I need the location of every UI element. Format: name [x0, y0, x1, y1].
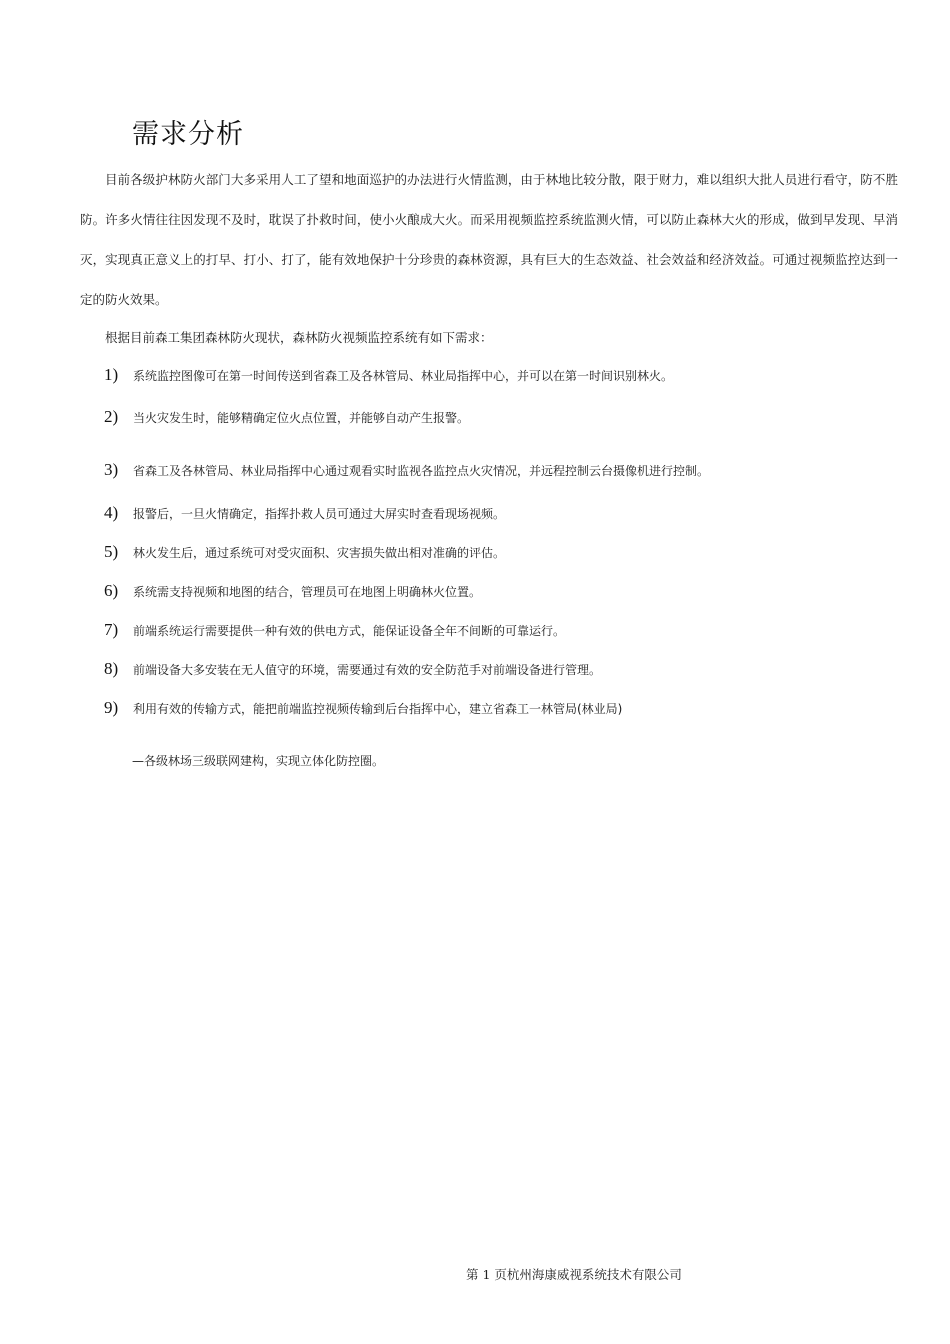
requirement-text: 当火灾发生时，能够精确定位火点位置，并能够自动产生报警。 — [133, 410, 470, 425]
requirement-number: 8) — [104, 659, 119, 678]
requirement-text: 系统需支持视频和地图的结合，管理员可在地图上明确林火位置。 — [133, 584, 482, 599]
requirement-item-8 — [104, 658, 904, 680]
requirement-text: 系统监控图像可在第一时间传送到省森工及各林管局、林业局指挥中心，并可以在第一时间识别林火。 — [133, 368, 674, 383]
requirement-text: 报警后，一旦火情确定，指挥扑救人员可通过大屏实时查看现场视频。 — [133, 506, 506, 521]
requirement-number: 6) — [104, 581, 119, 600]
requirement-item-1 — [104, 364, 904, 386]
requirement-item-4 — [104, 502, 904, 524]
requirement-number: 2) — [104, 407, 119, 426]
requirement-item-5 — [104, 541, 904, 563]
lead-paragraph: 根据目前森工集团森林防火现状，森林防火视频监控系统有如下需求： — [105, 330, 493, 345]
requirement-item-9 — [104, 697, 904, 719]
requirement-item-3 — [104, 459, 904, 481]
requirement-text: 省森工及各林管局、林业局指挥中心通过观看实时监视各监控点火灾情况，并远程控制云台摄像机进行控制。 — [133, 463, 710, 478]
requirement-item-6 — [104, 580, 904, 602]
page-title: 需求分析 — [132, 119, 244, 150]
requirement-number: 9) — [104, 698, 119, 717]
requirement-item-7 — [104, 619, 904, 641]
requirement-number: 1) — [104, 365, 119, 384]
requirement-number: 7) — [104, 620, 119, 639]
intro-paragraph: 目前各级护林防火部门大多采用人工了望和地面巡护的办法进行火情监测，由于林地比较分散，限于财力，难以组织大批人员进行看守，防不胜防。许多火情往往因发现不及时，耽误了扑救时间，使小火酿成大火。而采用视频监控系统监测火情，可以防止森林大火的形成，做到早发现、早消灭，实现真正意义上的打早、打小、打了，能有效地保护十分珍贵的森林资源，具有巨大的生态效益、社会效益和经济效益。可通过视频监控达到一定的防火效果。 — [80, 172, 898, 307]
requirement-text: 前端设备大多安装在无人值守的环境，需要通过有效的安全防范手对前端设备进行管理。 — [133, 662, 602, 677]
requirement-number: 5) — [104, 542, 119, 561]
requirement-continuation: —各级林场三级联网建构，实现立体化防控圈。 — [132, 754, 385, 768]
requirement-item-2 — [104, 406, 904, 428]
requirement-text: 前端系统运行需要提供一种有效的供电方式，能保证设备全年不间断的可靠运行。 — [133, 623, 566, 638]
page-footer: 第 1 页杭州海康威视系统技术有限公司 — [466, 1267, 682, 1282]
requirement-number: 3) — [104, 460, 119, 479]
requirement-text: 利用有效的传输方式，能把前端监控视频传输到后台指挥中心，建立省森工一林管局(林业局) — [133, 701, 623, 716]
requirement-text: 林火发生后，通过系统可对受灾面积、灾害损失做出相对准确的评估。 — [133, 545, 506, 560]
requirement-number: 4) — [104, 503, 119, 522]
